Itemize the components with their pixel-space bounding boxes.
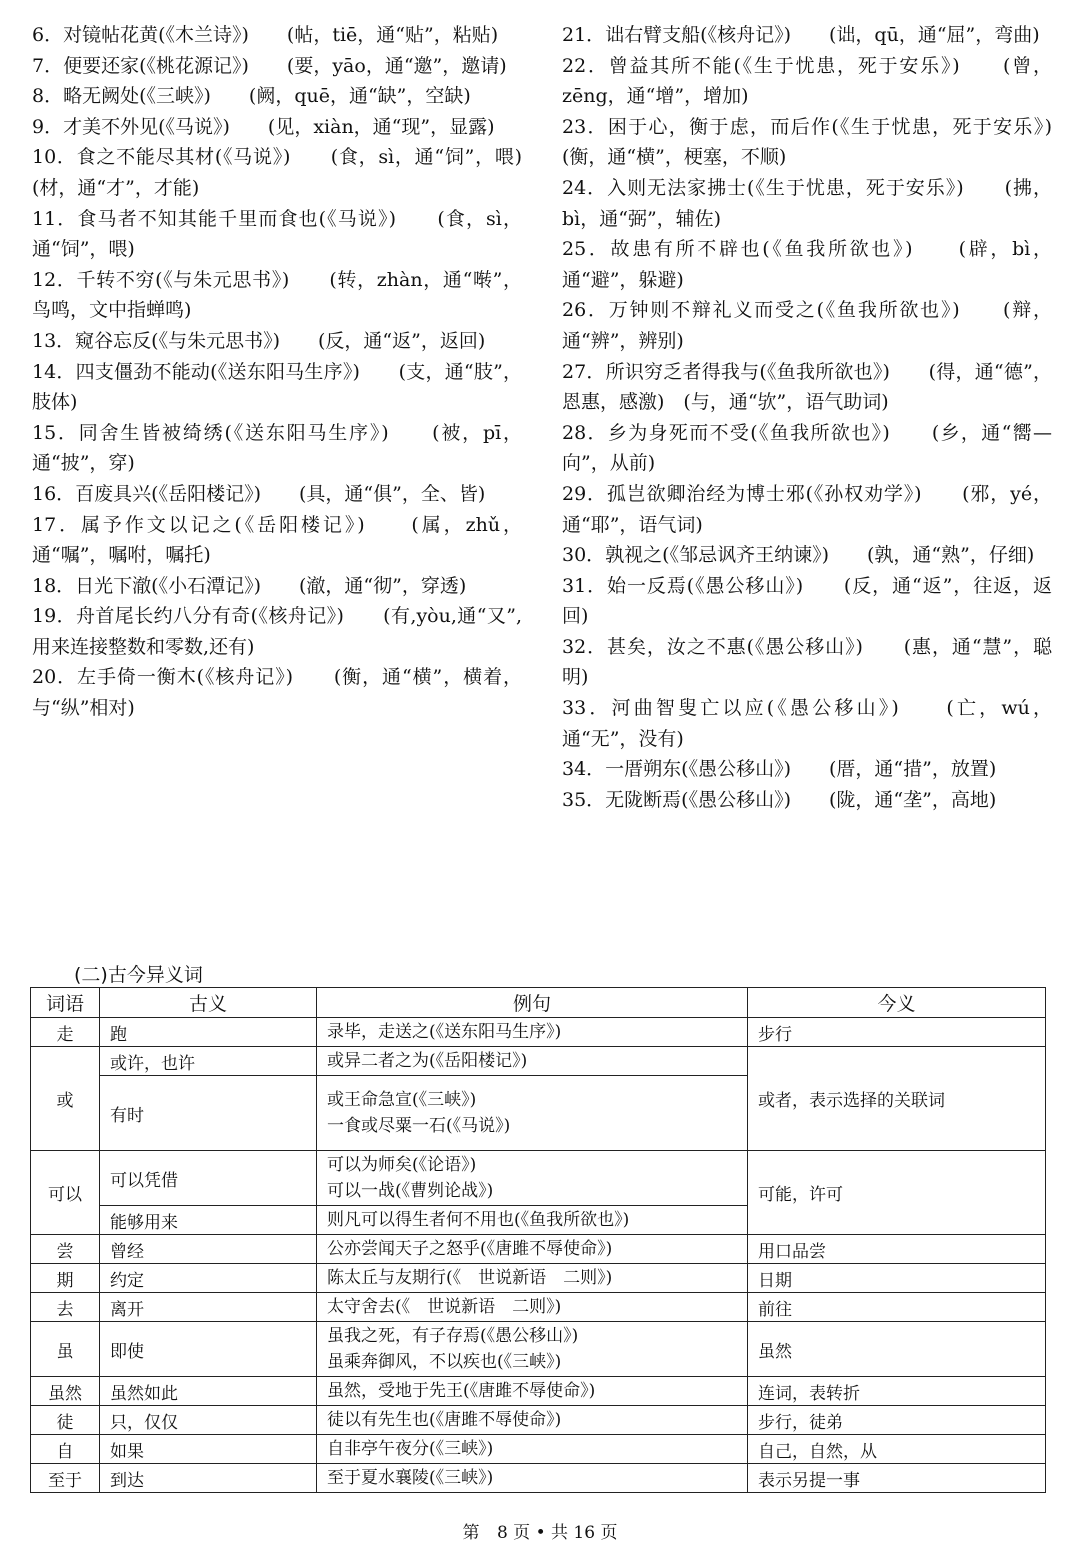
cell-example (317, 1322, 748, 1377)
list-item: 22．曾益其所不能(《生于忧患，死于安乐》) (曾，zēng，通“增”，增加) (562, 54, 1052, 108)
table-row (31, 1047, 1046, 1076)
section-title: (二)古今异义词 (74, 964, 203, 986)
gujin-yiyi-table (30, 987, 1046, 1493)
cell-ancient: 能够用来 (100, 1206, 317, 1235)
list-item: 35．无陇断焉(《愚公移山》) (陇，通“垄”，高地) (562, 788, 997, 811)
list-item: 13．窥谷忘反(《与朱元思书》) (反，通“返”，返回) (32, 329, 486, 352)
list-item: 20．左手倚一衡木(《核舟记》) (衡，通“横”，横着，与“纵”相对) (32, 666, 522, 720)
cell-ancient: 跑 (100, 1018, 317, 1047)
cell-example: 至于夏水襄陵(《三峡》) (317, 1464, 748, 1493)
cell-word: 去 (31, 1293, 100, 1322)
header-example: 例句 (317, 988, 748, 1018)
cell-modern: 自己，自然，从 (748, 1435, 1046, 1464)
list-item: 7．便要还家(《桃花源记》) (要，yāo，通“邀”，邀请) (32, 54, 507, 77)
cell-example: 徒以有先生也(《唐雎不辱使命》) (317, 1406, 748, 1435)
example-line: 一食或尽粟一石(《马说》) (327, 1116, 511, 1136)
cell-word: 可以 (31, 1151, 100, 1235)
example-line: 或王命急宣(《三峡》) (327, 1090, 477, 1110)
list-item: 15．同舍生皆被绮绣(《送东阳马生序》) (被，pī，通“披”，穿) (32, 421, 522, 475)
cell-example: 公亦尝闻天子之怒乎(《唐雎不辱使命》) (317, 1235, 748, 1264)
list-item: 17．属予作文以记之(《岳阳楼记》) (属，zhǔ，通“嘱”，嘱咐，嘱托) (32, 513, 522, 567)
example-line: 可以一战(《曹刿论战》) (327, 1181, 494, 1201)
cell-example: 则凡可以得生者何不用也(《鱼我所欲也》) (317, 1206, 748, 1235)
cell-modern: 前往 (748, 1293, 1046, 1322)
header-word: 词语 (31, 988, 100, 1018)
cell-modern: 步行，徒弟 (748, 1406, 1046, 1435)
list-item: 11．食马者不知其能千里而食也(《马说》) (食，sì，通“饲”，喂) (32, 207, 522, 261)
cell-modern: 虽然 (748, 1322, 1046, 1377)
cell-ancient: 即使 (100, 1322, 317, 1377)
cell-example (317, 1151, 748, 1206)
table-row (31, 1322, 1046, 1377)
cell-word: 虽 (31, 1322, 100, 1377)
cell-example: 虽然，受地于先王(《唐雎不辱使命》) (317, 1377, 748, 1406)
list-item: 34．一厝朔东(《愚公移山》) (厝，通“措”，放置) (562, 758, 997, 781)
table-row (31, 1018, 1046, 1047)
cell-example: 录毕，走送之(《送东阳马生序》) (317, 1018, 748, 1047)
list-item: 30．孰视之(《邹忌讽齐王纳谏》) (孰，通“熟”，仔细) (562, 544, 1035, 567)
table-row (31, 1435, 1046, 1464)
footer-prefix: 第 (462, 1523, 480, 1543)
example-line: 虽乘奔御风，不以疾也(《三峡》) (327, 1352, 562, 1372)
list-item: 28．乡为身死而不受(《鱼我所欲也》) (乡，通“嚮—向”，从前) (562, 421, 1052, 475)
cell-ancient: 约定 (100, 1264, 317, 1293)
cell-word: 走 (31, 1018, 100, 1047)
cell-modern: 或者，表示选择的关联词 (748, 1047, 1046, 1151)
example-line: 虽我之死，有子存焉(《愚公移山》) (327, 1326, 579, 1346)
list-item: 25．故患有所不辟也(《鱼我所欲也》) (辟，bì，通“避”，躲避) (562, 238, 1052, 291)
cell-example: 自非亭午夜分(《三峡》) (317, 1435, 748, 1464)
tongjiazi-list (32, 20, 1052, 815)
cell-word: 至于 (31, 1464, 100, 1493)
cell-word: 徒 (31, 1406, 100, 1435)
table-row (31, 1151, 1046, 1206)
list-item: 6．对镜帖花黄(《木兰诗》) (帖，tiē，通“贴”，粘贴) (32, 24, 499, 46)
left-column (32, 20, 542, 815)
cell-modern: 日期 (748, 1264, 1046, 1293)
cell-ancient: 如果 (100, 1435, 317, 1464)
example-line: 可以为师矣(《论语》) (327, 1155, 477, 1175)
header-ancient: 古义 (100, 988, 317, 1018)
cell-word: 期 (31, 1264, 100, 1293)
table-row (31, 1293, 1046, 1322)
cell-modern: 可能，许可 (748, 1151, 1046, 1235)
cell-word: 或 (31, 1047, 100, 1151)
cell-modern: 连词，表转折 (748, 1377, 1046, 1406)
cell-ancient: 到达 (100, 1464, 317, 1493)
list-item: 32．甚矣，汝之不惠(《愚公移山》) (惠，通“慧”，聪明) (562, 635, 1052, 689)
cell-word: 虽然 (31, 1377, 100, 1406)
list-item: 31．始一反焉(《愚公移山》) (反，通“返”，往返，返回) (562, 574, 1052, 628)
cell-word: 尝 (31, 1235, 100, 1264)
list-item: 19．舟首尾长约八分有奇(《核舟记》) (有,yòu,通“又”,用来连接整数和零数,还有) (32, 605, 522, 658)
list-item: 12．千转不穷(《与朱元思书》) (转，zhàn，通“啭”，鸟鸣，文中指蝉鸣) (32, 268, 522, 322)
cell-ancient: 可以凭借 (100, 1151, 317, 1206)
page-number: 8 页 • 共 16 页 (496, 1523, 618, 1543)
list-item: 8．略无阙处(《三峡》) (阙，quē，通“缺”，空缺) (32, 85, 471, 108)
header-modern: 今义 (748, 988, 1046, 1018)
right-column (562, 20, 1052, 815)
cell-modern: 表示另提一事 (748, 1464, 1046, 1493)
list-item: 29．孤岂欲卿治经为博士邪(《孙权劝学》) (邪，yé，通“耶”，语气词) (562, 482, 1052, 536)
list-item: 10．食之不能尽其材(《马说》) (食，sì，通“饲”，喂) (材，通“才”，才能) (32, 146, 542, 199)
list-item: 33．河曲智叟亡以应(《愚公移山》) (亡，wú，通“无”，没有) (562, 697, 1052, 750)
table-row (31, 1406, 1046, 1435)
cell-ancient: 或许，也许 (100, 1047, 317, 1076)
cell-ancient: 只，仅仅 (100, 1406, 317, 1435)
table-header-row (31, 988, 1046, 1018)
list-item: 16．百废具兴(《岳阳楼记》) (具，通“俱”，全、皆) (32, 482, 486, 505)
cell-example: 陈太丘与友期行(《 世说新语 二则》) (317, 1264, 748, 1293)
cell-word: 自 (31, 1435, 100, 1464)
page-footer (0, 1518, 1080, 1543)
cell-ancient: 离开 (100, 1293, 317, 1322)
cell-modern: 步行 (748, 1018, 1046, 1047)
table-row (31, 1377, 1046, 1406)
list-item: 26．万钟则不辩礼义而受之(《鱼我所欲也》) (辩，通“辨”，辨别) (562, 299, 1052, 352)
list-item: 27．所识穷乏者得我与(《鱼我所欲也》) (得，通“德”，恩惠，感激) (与，通“欤”，语气助词) (562, 360, 1052, 414)
cell-ancient: 有时 (100, 1076, 317, 1151)
cell-example (317, 1076, 748, 1151)
cell-modern: 用口品尝 (748, 1235, 1046, 1264)
cell-ancient: 曾经 (100, 1235, 317, 1264)
list-item: 9．才美不外见(《马说》) (见，xiàn，通“现”，显露) (32, 115, 495, 138)
cell-ancient: 虽然如此 (100, 1377, 317, 1406)
cell-example: 或异二者之为(《岳阳楼记》) (317, 1047, 748, 1076)
list-item: 21．诎右臂支船(《核舟记》) (诎，qū，通“屈”，弯曲) (562, 24, 1040, 46)
table-row (31, 1235, 1046, 1264)
list-item: 24．入则无法家拂士(《生于忧患，死于安乐》) (拂，bì，通“弼”，辅佐) (562, 176, 1052, 230)
cell-example: 太守舍去(《 世说新语 二则》) (317, 1293, 748, 1322)
list-item: 14．四支僵劲不能动(《送东阳马生序》) (支，通“肢”，肢体) (32, 360, 522, 414)
table-row (31, 1464, 1046, 1493)
list-item: 23．困于心，衡于虑，而后作(《生于忧患，死于安乐》)(衡，通“横”，梗塞，不顺) (562, 115, 1052, 169)
table-row (31, 1264, 1046, 1293)
list-item: 18．日光下澈(《小石潭记》) (澈，通“彻”，穿透) (32, 574, 467, 597)
